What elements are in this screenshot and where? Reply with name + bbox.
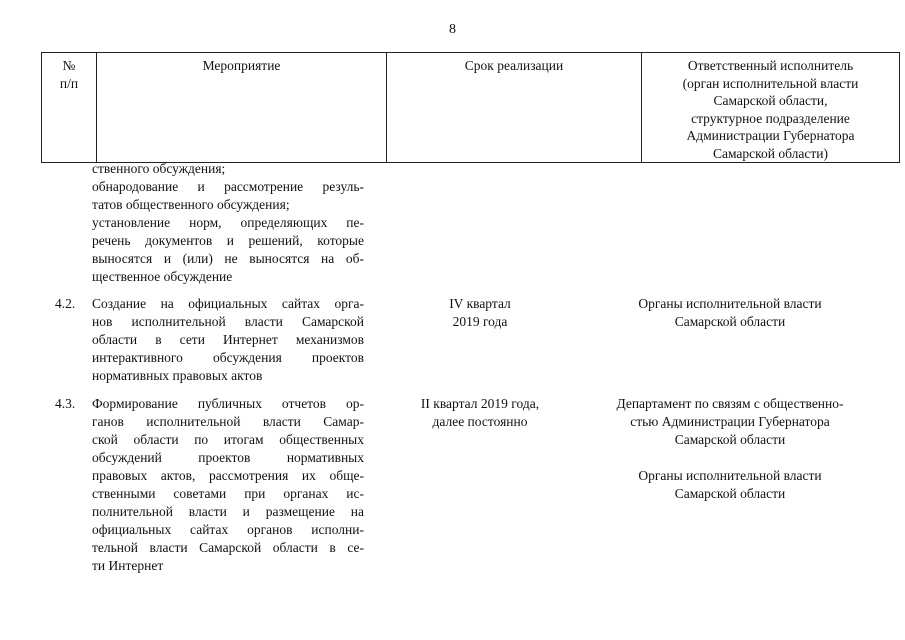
row-event-line: ганов исполнительной власти Самар- — [92, 414, 364, 429]
row-responsible — [590, 295, 870, 331]
row-event-line: области в сети Интернет механизмов — [92, 332, 364, 347]
continuation-line: выносятся и (или) не выносятся на об- — [92, 251, 364, 266]
header-responsible-line: Администрации Губернатора — [686, 128, 855, 143]
row-number: 4.3. — [55, 396, 76, 411]
row-event — [92, 395, 364, 575]
row-term-line: далее постоянно — [432, 414, 528, 429]
row-event-line: Создание на официальных сайтах орга- — [92, 296, 364, 311]
continuation-line: обнародование и рассмотрение резуль- — [92, 179, 364, 194]
row-term-line: IV квартал — [449, 296, 511, 311]
row-responsible — [590, 395, 870, 503]
header-cell-term — [387, 53, 642, 163]
row-event-line: полнительной власти и размещение на — [92, 504, 364, 519]
row-event-line: ской области по итогам общественных — [92, 432, 364, 447]
header-term-label: Срок реализации — [464, 58, 564, 73]
header-responsible-line: Самарской области, — [713, 93, 828, 108]
row-responsible-line: Департамент по связям с общественно- — [616, 396, 844, 411]
row-responsible-line: стью Администрации Губернатора — [630, 414, 830, 429]
row-event-line: нов исполнительной власти Самарской — [92, 314, 364, 329]
header-number-line: п/п — [59, 75, 79, 91]
header-number-line: № — [62, 58, 76, 73]
continuation-line: речень документов и решений, которые — [92, 233, 364, 248]
row-term — [392, 295, 568, 331]
header-responsible-line: (орган исполнительной власти — [682, 75, 859, 91]
header-responsible-line: Самарской области) — [712, 145, 829, 161]
row-event-line: ти Интернет — [92, 558, 164, 573]
row-term-line: II квартал 2019 года, — [420, 396, 540, 411]
row-responsible-line: Самарской области — [674, 486, 786, 501]
row-event-line: официальных сайтах органов исполни- — [92, 522, 364, 537]
row-number: 4.2. — [55, 296, 76, 311]
row-event-line: Формирование публичных отчетов ор- — [92, 396, 364, 411]
row-event-line: интерактивного обсуждения проектов — [92, 350, 364, 365]
continuation-line: установление норм, определяющих пе- — [92, 215, 364, 230]
header-responsible-line: структурное подразделение — [691, 110, 850, 126]
row-event — [92, 295, 364, 385]
header-event-label: Мероприятие — [202, 58, 281, 73]
table-header — [41, 52, 900, 163]
row-responsible-line: Самарской области — [674, 432, 786, 447]
header-cell-number — [42, 53, 97, 163]
row-event-line: нормативных правовых актов — [92, 368, 263, 383]
row-responsible-line: Органы исполнительной власти — [638, 296, 822, 311]
header-cell-event — [97, 53, 387, 163]
row-event-line: обсуждений проектов нормативных — [92, 450, 364, 465]
header-responsible-line: Ответственный исполнитель — [687, 58, 854, 73]
continuation-text — [92, 160, 364, 286]
page-number: 8 — [449, 22, 456, 37]
header-cell-responsible — [642, 53, 900, 163]
continuation-line: щественное обсуждение — [92, 269, 233, 284]
row-responsible-spacer — [590, 449, 870, 467]
row-responsible-line: Самарской области — [674, 314, 786, 329]
row-event-line: ственными советами при органах ис- — [92, 486, 364, 501]
row-term-line: 2019 года — [452, 314, 508, 329]
row-event-line: правовых актов, рассмотрения их обще- — [92, 468, 364, 483]
row-term — [392, 395, 568, 431]
continuation-line: татов общественного обсуждения; — [92, 197, 290, 212]
row-responsible-line: Органы исполнительной власти — [638, 468, 822, 483]
row-event-line: тельной власти Самарской области в се- — [92, 540, 364, 555]
continuation-line: ственного обсуждения; — [92, 161, 226, 176]
